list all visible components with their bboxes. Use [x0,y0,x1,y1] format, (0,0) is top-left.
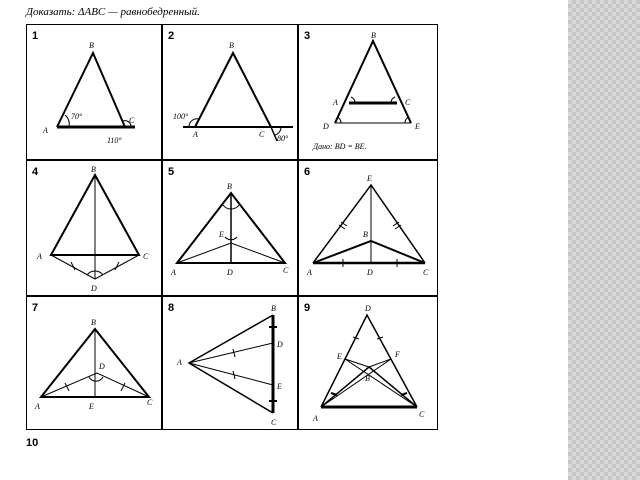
vertex-label: D [277,340,283,349]
problem-6 [298,160,438,296]
vertex-label: E [337,352,342,361]
vertex-label: E [89,402,94,411]
vertex-label: E [277,382,282,391]
problem-number-10: 10 [26,437,39,449]
vertex-label: C [419,410,425,419]
vertex-label: B [89,41,94,50]
triangle-figure-5 [163,161,299,297]
segment-eb [345,359,369,367]
vertex-label: C [271,418,277,427]
vertex-label: F [395,350,400,359]
vertex-label: D [323,122,329,131]
triangle-figure-2 [163,25,299,161]
triangle-figure-4 [27,161,163,297]
vertex-label: A [307,268,312,277]
vertex-label: E [219,230,224,239]
sides-ab-bc [321,367,417,407]
sides-da-dc [321,315,417,407]
vertex-label: B [365,374,370,383]
vertex-label: C [143,252,149,261]
vertex-label: B [229,41,234,50]
triangle-sides [57,53,125,127]
triangle-sides [195,53,271,127]
vertex-label: A [37,252,42,261]
triangle-figure-8 [163,297,299,431]
vertex-label: A [43,126,48,135]
vertex-label: D [367,268,373,277]
vertex-label: B [363,230,368,239]
vertex-label: B [371,31,376,40]
tick-mark [401,393,407,395]
vertex-label: D [91,284,97,293]
problem-9 [298,296,438,430]
angle-arc [89,377,103,381]
vertex-label: C [259,130,265,139]
vertex-label: D [227,268,233,277]
vertex-label: A [313,414,318,423]
vertex-label: C [405,98,411,107]
problem-2 [162,24,298,160]
problem-1 [26,24,162,160]
task-header: Доказать: ΔABC — равнобедренный. [26,6,200,18]
vertex-label: A [171,268,176,277]
sides-ab-bc [313,241,425,263]
vertex-label: C [147,398,153,407]
problem-number: 2 [168,30,175,42]
angle-label: 100° [173,112,189,121]
problem-number: 7 [32,302,39,314]
problem-number: 5 [168,166,175,178]
vertex-label: B [91,318,96,327]
problem-number: 3 [304,30,311,42]
vertex-label: A [177,358,182,367]
problem-7 [26,296,162,430]
triangle-figure-1 [27,25,163,161]
angle-label: 70° [71,112,83,121]
problem-3 [298,24,438,160]
vertex-label: D [99,362,105,371]
problem-number: 9 [304,302,311,314]
triangle-figure-3 [299,25,439,161]
angle-arc [65,115,69,127]
vertex-label: D [365,304,371,313]
vertex-label: B [227,182,232,191]
problem-number: 8 [168,302,175,314]
angle-label: 110° [107,136,122,145]
problem-number: 6 [304,166,311,178]
problem-grid [26,24,438,430]
vertex-label: C [129,116,135,125]
problem-5 [162,160,298,296]
vertex-label: B [271,304,276,313]
given-condition: Дано: BD = BE. [313,142,367,151]
vertex-label: E [367,174,372,183]
triangle-figure-9 [299,297,439,431]
vertex-label: A [333,98,338,107]
problem-4 [26,160,162,296]
tick-mark [233,349,235,357]
triangle-figure-7 [27,297,163,431]
sides-ea-ec [313,185,425,263]
vertex-label: A [193,130,198,139]
triangle-figure-6 [299,161,439,297]
segments-ad-ae [189,343,273,385]
sides-ab-ac [189,315,273,413]
vertex-label: E [415,122,420,131]
vertex-label: B [91,165,96,174]
decorative-side-strip [568,0,640,480]
vertex-label: C [423,268,429,277]
problem-8 [162,296,298,430]
triangle-sides [335,41,411,123]
problem-number: 4 [32,166,39,178]
vertex-label: C [283,266,289,275]
tick-mark [331,393,337,395]
angle-label: 80° [277,134,289,143]
vertex-label: A [35,402,40,411]
segment-fb [369,359,391,367]
problem-number: 1 [32,30,39,42]
